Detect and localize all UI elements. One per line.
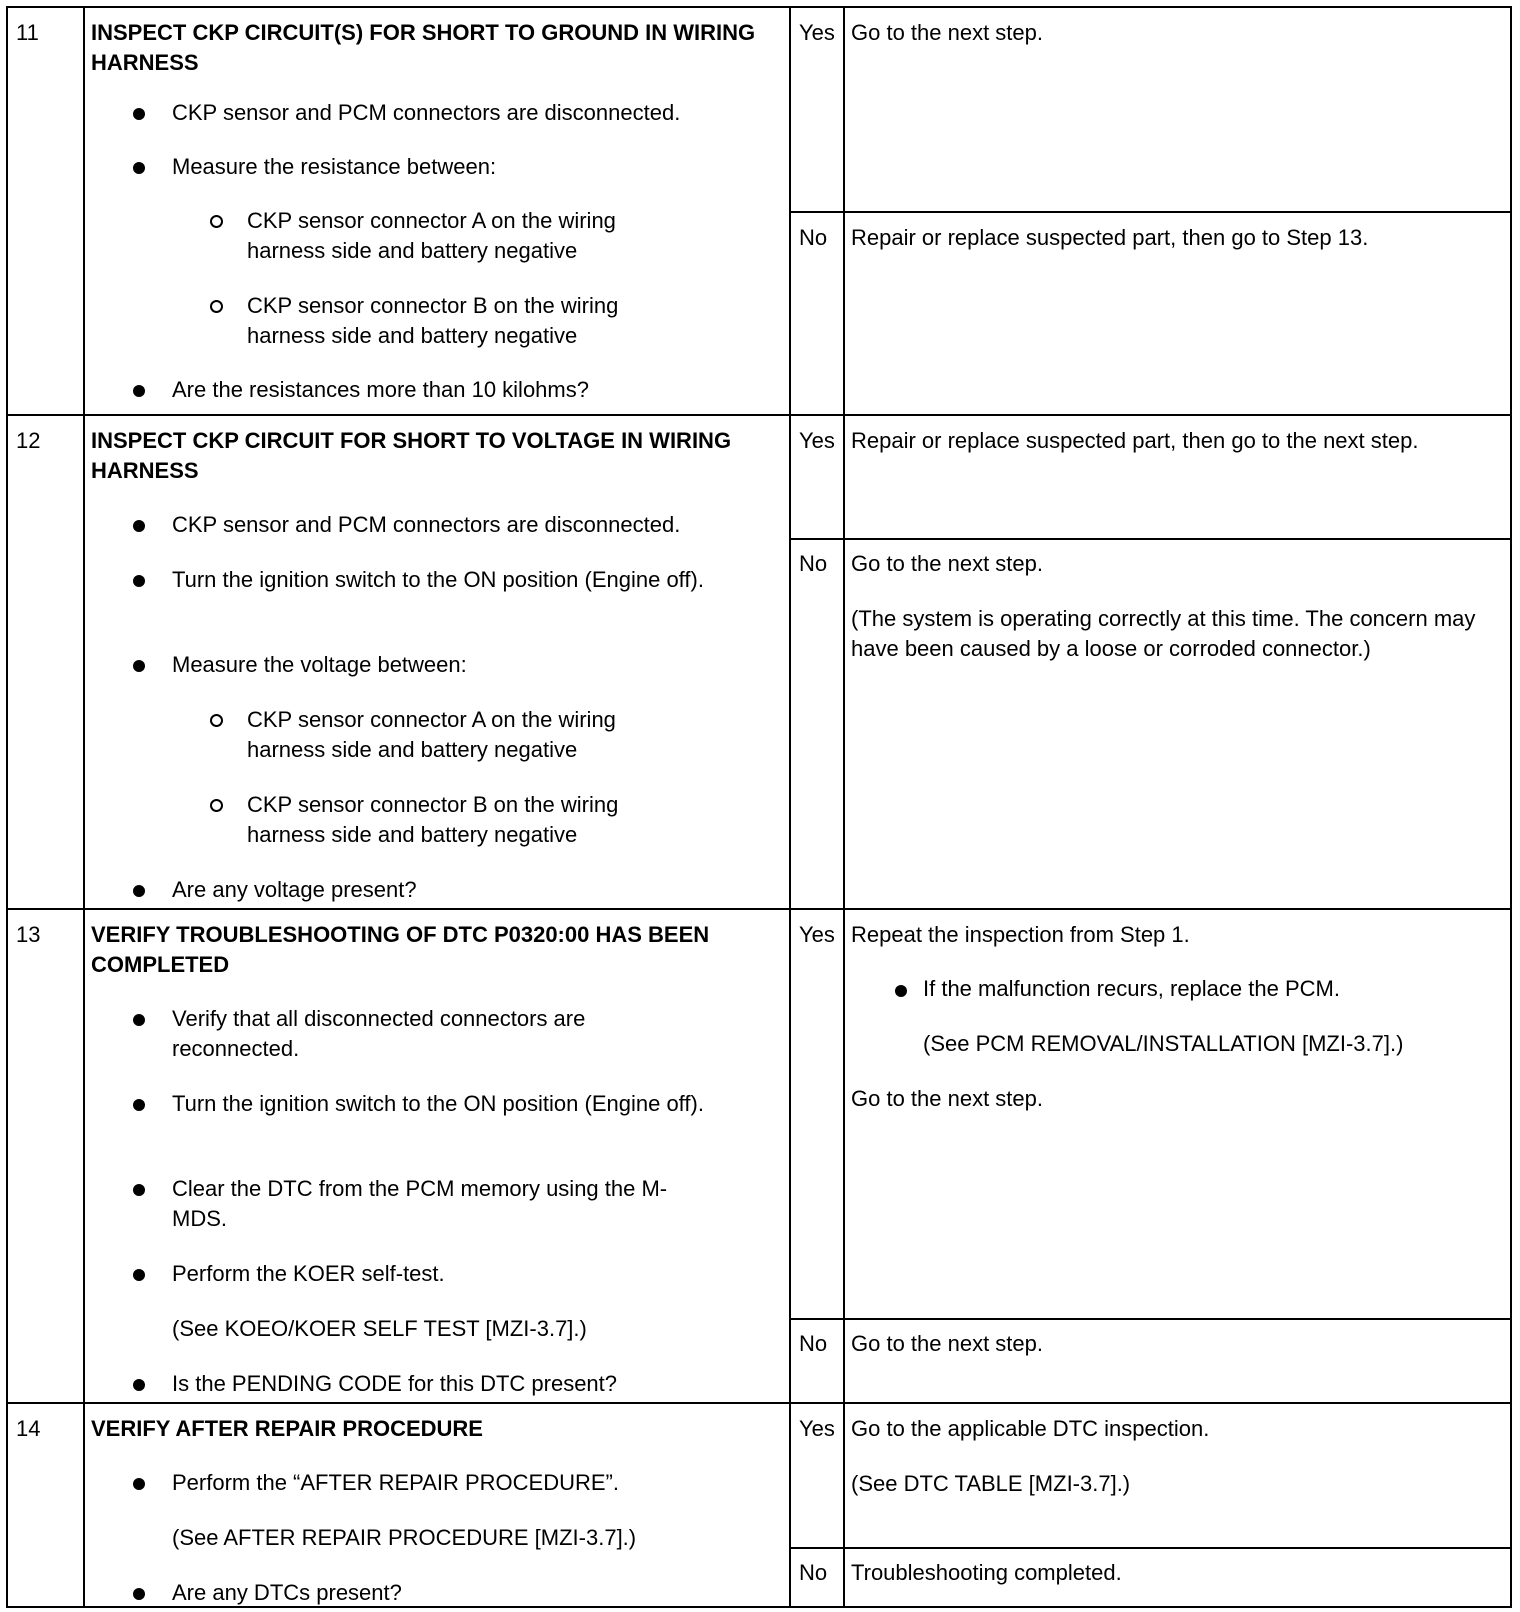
no-result: Go to the next step. [851,1331,1044,1356]
result-cell [845,416,1510,908]
yes-bullet: If the malfunction recurs, replace the PCM. [923,976,1340,1001]
step-number-cell [8,416,85,908]
step-title: INSPECT CKP CIRCUIT(S) FOR SHORT TO GROUND IN WIRING HARNESS [91,20,756,75]
bullet-icon [133,1269,145,1281]
bullet-icon [133,1099,145,1111]
yes-no-divider [791,211,1510,213]
step-number: 12 [16,428,41,453]
yes-no-divider [791,1547,1510,1549]
no-label: No [799,1331,828,1356]
circle-bullet-icon [210,799,223,812]
yes-label: Yes [799,20,835,45]
bullet-icon [895,985,907,997]
step-number-cell [8,1404,85,1606]
yes-no-cell [791,416,845,908]
bullet-icon [133,575,145,587]
no-result: Go to the next step. [851,551,1044,576]
yes-reference: (See DTC TABLE [MZI-3.7].) [851,1471,1131,1496]
no-result: Troubleshooting completed. [851,1560,1122,1585]
step-number: 13 [16,922,41,947]
yes-no-cell [791,910,845,1402]
bullet-icon [133,108,145,120]
step-number-cell [8,910,85,1402]
yes-reference: (See PCM REMOVAL/INSTALLATION [MZI-3.7].) [923,1031,1404,1056]
yes-label: Yes [799,428,835,453]
bullet-icon [133,660,145,672]
yes-label: Yes [799,1416,835,1441]
step-action-cell: VERIFY TROUBLESHOOTING OF DTC P0320:00 HAS BEEN COMPLETED Verify that all disconnected connectors are reconnected. Turn the ignition switch to the ON position (Engine off). Clear the DTC from the PCM memory using the M-MDS. Perform the KOER self-test. (See KOEO/KOER SELF TEST [MZI-3.7].) Is the PENDING CODE for this DTC present? [85,910,791,1402]
bullet-icon [133,1184,145,1196]
yes-label: Yes [799,922,835,947]
circle-bullet-icon [210,215,223,228]
no-label: No [799,551,828,576]
step-number-cell [8,8,85,414]
bullet-icon [133,1014,145,1026]
yes-result-2: Go to the next step. [851,1086,1044,1111]
bullet-icon [133,520,145,532]
step-row-14 [6,1402,1512,1608]
bullet-icon [133,1588,145,1600]
step-title: INSPECT CKP CIRCUIT FOR SHORT TO VOLTAGE IN WIRING HARNESS [91,428,732,483]
bullet-icon [133,162,145,174]
bullet-icon [133,885,145,897]
step-title: VERIFY TROUBLESHOOTING OF DTC P0320:00 HAS BEEN COMPLETED [91,922,710,977]
no-result: Repair or replace suspected part, then go to Step 13. [851,225,1369,250]
result-cell [845,910,1510,1402]
step-action-cell: VERIFY AFTER REPAIR PROCEDURE Perform the “AFTER REPAIR PROCEDURE”. (See AFTER REPAIR PROCEDURE [MZI-3.7].) Are any DTCs present? [85,1404,791,1606]
yes-no-cell [791,1404,845,1606]
step-number: 14 [16,1416,41,1441]
step-row-11 [6,6,1512,416]
step-number: 11 [16,20,39,45]
yes-result: Go to the applicable DTC inspection. [851,1416,1210,1441]
no-label: No [799,1560,828,1585]
bullet-icon [133,1379,145,1391]
no-label: No [799,225,828,250]
step-action-cell: INSPECT CKP CIRCUIT FOR SHORT TO VOLTAGE IN WIRING HARNESS CKP sensor and PCM connectors are disconnected. Turn the ignition switch to the ON position (Engine off). Measure the voltage between: CKP sensor connector A on the wiring harness side and battery negative CKP sensor connector B on the wiring harness side and battery negative Are any voltage present? [85,416,791,908]
circle-bullet-icon [210,714,223,727]
no-note: (The system is operating correctly at this time. The concern may have been caused by a loose or corroded connector.) [851,606,1476,661]
yes-result: Repeat the inspection from Step 1. [851,922,1190,947]
yes-no-divider [791,538,1510,540]
yes-result: Repair or replace suspected part, then go to the next step. [851,428,1419,453]
bullet-icon [133,385,145,397]
step-row-12 [6,414,1512,910]
result-cell [845,1404,1510,1606]
bullet-icon [133,1478,145,1490]
step-row-13 [6,908,1512,1404]
step-title: VERIFY AFTER REPAIR PROCEDURE [91,1416,483,1441]
step-action-cell: INSPECT CKP CIRCUIT(S) FOR SHORT TO GROUND IN WIRING HARNESS CKP sensor and PCM connectors are disconnected. Measure the resistance between: CKP sensor connector A on the wiring harness side and battery negative CKP sensor connector B on the wiring harness side and battery negative Are the resistances more than 10 kilohms? [85,8,791,414]
yes-no-divider [791,1318,1510,1320]
yes-result: Go to the next step. [851,20,1044,45]
circle-bullet-icon [210,300,223,313]
